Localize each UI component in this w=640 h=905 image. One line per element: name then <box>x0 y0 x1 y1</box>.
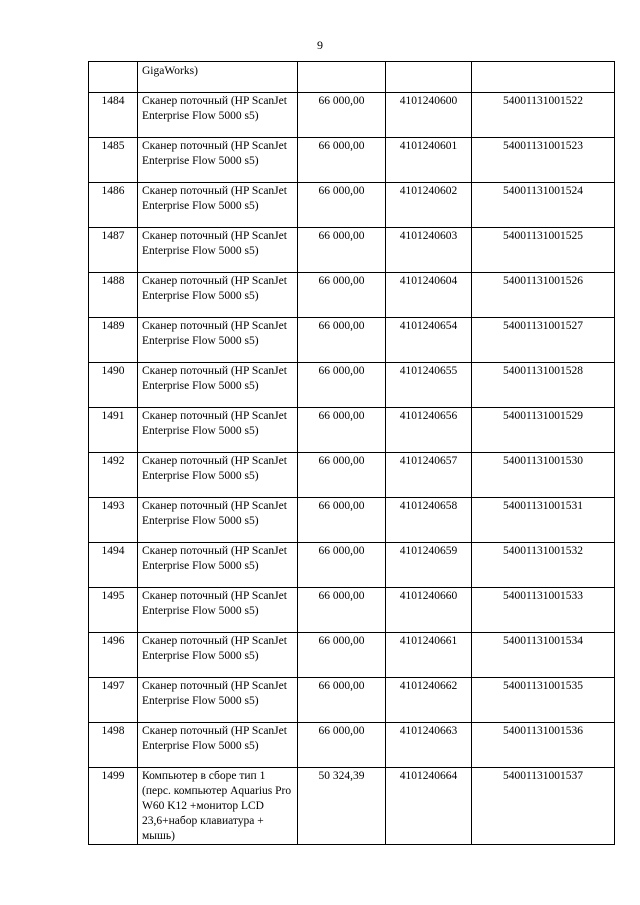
cell-row-number: 1498 <box>89 723 138 768</box>
cell-price: 66 000,00 <box>298 363 386 408</box>
cell-item-name: Сканер поточный (HP ScanJet Enterprise Flow 5000 s5) <box>138 633 298 678</box>
cell-item-name: Сканер поточный (HP ScanJet Enterprise Flow 5000 s5) <box>138 408 298 453</box>
cell-item-name: Сканер поточный (HP ScanJet Enterprise Flow 5000 s5) <box>138 453 298 498</box>
cell-row-number <box>89 62 138 93</box>
cell-price: 66 000,00 <box>298 408 386 453</box>
cell-item-name: GigaWorks) <box>138 62 298 93</box>
cell-row-number: 1492 <box>89 453 138 498</box>
cell-inventory-number: 4101240664 <box>386 768 472 845</box>
cell-row-number: 1486 <box>89 183 138 228</box>
cell-register-number: 54001131001535 <box>472 678 615 723</box>
cell-register-number: 54001131001534 <box>472 633 615 678</box>
cell-inventory-number: 4101240656 <box>386 408 472 453</box>
cell-row-number: 1491 <box>89 408 138 453</box>
cell-price: 66 000,00 <box>298 498 386 543</box>
cell-row-number: 1490 <box>89 363 138 408</box>
cell-price: 50 324,39 <box>298 768 386 845</box>
cell-register-number: 54001131001528 <box>472 363 615 408</box>
cell-register-number: 54001131001525 <box>472 228 615 273</box>
cell-register-number: 54001131001526 <box>472 273 615 318</box>
cell-item-name: Сканер поточный (HP ScanJet Enterprise Flow 5000 s5) <box>138 498 298 543</box>
page-number: 9 <box>317 38 323 52</box>
asset-table <box>88 61 615 845</box>
cell-price: 66 000,00 <box>298 138 386 183</box>
table-body <box>89 62 615 845</box>
cell-item-name: Сканер поточный (HP ScanJet Enterprise Flow 5000 s5) <box>138 93 298 138</box>
table-row <box>89 93 615 138</box>
cell-row-number: 1499 <box>89 768 138 845</box>
table-row <box>89 363 615 408</box>
cell-item-name: Сканер поточный (HP ScanJet Enterprise Flow 5000 s5) <box>138 318 298 363</box>
table-row <box>89 723 615 768</box>
cell-register-number <box>472 62 615 93</box>
cell-item-name: Сканер поточный (HP ScanJet Enterprise Flow 5000 s5) <box>138 678 298 723</box>
cell-price: 66 000,00 <box>298 183 386 228</box>
table-row <box>89 408 615 453</box>
cell-register-number: 54001131001530 <box>472 453 615 498</box>
table-row <box>89 633 615 678</box>
cell-register-number: 54001131001532 <box>472 543 615 588</box>
table-row-continuation <box>89 62 615 93</box>
table-row <box>89 138 615 183</box>
table-row <box>89 543 615 588</box>
cell-price: 66 000,00 <box>298 633 386 678</box>
cell-inventory-number: 4101240603 <box>386 228 472 273</box>
cell-item-name: Сканер поточный (HP ScanJet Enterprise Flow 5000 s5) <box>138 723 298 768</box>
cell-row-number: 1488 <box>89 273 138 318</box>
table-row <box>89 183 615 228</box>
table-row <box>89 498 615 543</box>
cell-row-number: 1487 <box>89 228 138 273</box>
cell-inventory-number: 4101240654 <box>386 318 472 363</box>
table-row <box>89 678 615 723</box>
cell-inventory-number: 4101240661 <box>386 633 472 678</box>
cell-price: 66 000,00 <box>298 723 386 768</box>
cell-inventory-number: 4101240600 <box>386 93 472 138</box>
cell-price: 66 000,00 <box>298 588 386 633</box>
cell-item-name: Сканер поточный (HP ScanJet Enterprise Flow 5000 s5) <box>138 588 298 633</box>
cell-price: 66 000,00 <box>298 93 386 138</box>
cell-item-name: Сканер поточный (HP ScanJet Enterprise Flow 5000 s5) <box>138 543 298 588</box>
cell-inventory-number: 4101240655 <box>386 363 472 408</box>
cell-register-number: 54001131001533 <box>472 588 615 633</box>
table-row <box>89 453 615 498</box>
cell-item-name: Сканер поточный (HP ScanJet Enterprise Flow 5000 s5) <box>138 183 298 228</box>
cell-price <box>298 62 386 93</box>
cell-row-number: 1485 <box>89 138 138 183</box>
table-row <box>89 588 615 633</box>
cell-row-number: 1494 <box>89 543 138 588</box>
cell-row-number: 1493 <box>89 498 138 543</box>
cell-inventory-number: 4101240602 <box>386 183 472 228</box>
cell-price: 66 000,00 <box>298 453 386 498</box>
cell-item-name: Сканер поточный (HP ScanJet Enterprise Flow 5000 s5) <box>138 273 298 318</box>
table-row <box>89 228 615 273</box>
table-row <box>89 318 615 363</box>
cell-row-number: 1497 <box>89 678 138 723</box>
cell-price: 66 000,00 <box>298 678 386 723</box>
cell-register-number: 54001131001531 <box>472 498 615 543</box>
table-row <box>89 273 615 318</box>
cell-price: 66 000,00 <box>298 273 386 318</box>
cell-row-number: 1484 <box>89 93 138 138</box>
cell-inventory-number <box>386 62 472 93</box>
cell-register-number: 54001131001522 <box>472 93 615 138</box>
cell-register-number: 54001131001529 <box>472 408 615 453</box>
cell-register-number: 54001131001523 <box>472 138 615 183</box>
cell-inventory-number: 4101240660 <box>386 588 472 633</box>
cell-register-number: 54001131001537 <box>472 768 615 845</box>
cell-item-name: Сканер поточный (HP ScanJet Enterprise Flow 5000 s5) <box>138 138 298 183</box>
cell-register-number: 54001131001536 <box>472 723 615 768</box>
cell-inventory-number: 4101240663 <box>386 723 472 768</box>
cell-item-name: Сканер поточный (HP ScanJet Enterprise Flow 5000 s5) <box>138 228 298 273</box>
cell-inventory-number: 4101240662 <box>386 678 472 723</box>
cell-price: 66 000,00 <box>298 228 386 273</box>
cell-register-number: 54001131001524 <box>472 183 615 228</box>
cell-inventory-number: 4101240601 <box>386 138 472 183</box>
cell-row-number: 1489 <box>89 318 138 363</box>
cell-inventory-number: 4101240658 <box>386 498 472 543</box>
cell-inventory-number: 4101240604 <box>386 273 472 318</box>
cell-price: 66 000,00 <box>298 318 386 363</box>
cell-item-name: Компьютер в сборе тип 1 (перс. компьютер Aquarius Pro W60 K12 +монитор LCD 23,6+набор клавиатура + мышь) <box>138 768 298 845</box>
cell-price: 66 000,00 <box>298 543 386 588</box>
cell-inventory-number: 4101240657 <box>386 453 472 498</box>
cell-row-number: 1495 <box>89 588 138 633</box>
cell-inventory-number: 4101240659 <box>386 543 472 588</box>
table-row <box>89 768 615 845</box>
cell-item-name: Сканер поточный (HP ScanJet Enterprise Flow 5000 s5) <box>138 363 298 408</box>
cell-row-number: 1496 <box>89 633 138 678</box>
cell-register-number: 54001131001527 <box>472 318 615 363</box>
